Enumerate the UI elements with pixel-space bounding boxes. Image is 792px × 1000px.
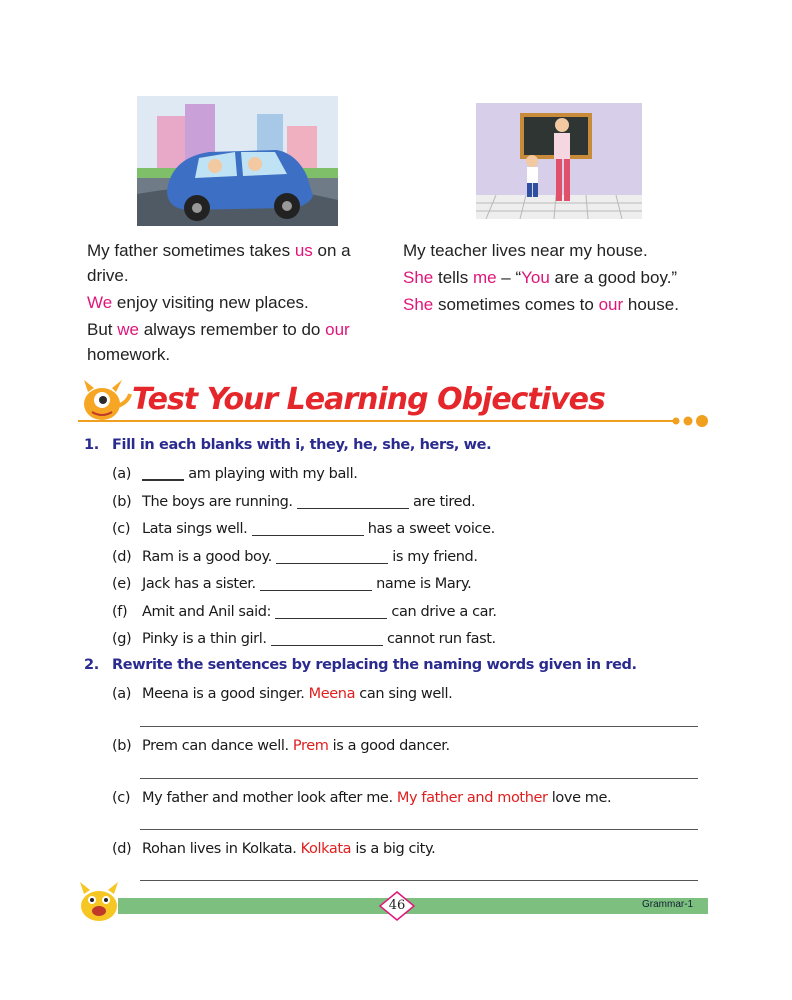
page-number: 46 xyxy=(388,898,406,913)
pronoun: You xyxy=(521,268,550,287)
question-text: Fill in each blanks with i, they, he, she, hers, we. xyxy=(112,437,492,453)
item-text: Ram is a good boy. xyxy=(142,548,277,565)
question-2-item-d xyxy=(112,836,435,864)
item-label: (a) xyxy=(112,466,131,482)
list-item xyxy=(112,599,497,627)
item-text: Meena is a good singer. xyxy=(142,686,309,702)
fill-blank[interactable] xyxy=(297,493,409,509)
list-item xyxy=(112,571,497,599)
story-left-line-1 xyxy=(87,238,392,288)
question-2-item-b xyxy=(112,733,450,761)
pronoun: our xyxy=(325,320,350,339)
pronoun: us xyxy=(294,241,313,260)
fill-blank[interactable] xyxy=(276,548,388,564)
question-2-item-a xyxy=(112,681,452,709)
text: on a drive. xyxy=(87,241,351,285)
text: sometimes comes to xyxy=(433,295,599,314)
pronoun: we xyxy=(117,320,139,339)
text: house. xyxy=(623,295,679,314)
item-label: (c) xyxy=(112,521,131,537)
item-text: are tired. xyxy=(408,493,476,510)
list-item xyxy=(112,626,497,654)
fill-blank[interactable] xyxy=(271,630,383,646)
item-label: (c) xyxy=(112,790,131,806)
pronoun: We xyxy=(87,293,113,312)
item-text: is a big city. xyxy=(351,841,436,857)
fill-blank[interactable] xyxy=(275,603,387,619)
question-1-items xyxy=(112,461,497,654)
teacher-boy-illustration xyxy=(476,103,642,219)
list-item xyxy=(112,516,497,544)
pronoun: me xyxy=(472,268,497,287)
item-text: Jack has a sister. xyxy=(142,576,260,592)
item-text: is my friend. xyxy=(388,548,478,565)
story-right-line-1: My teacher lives near my house. xyxy=(403,241,648,260)
item-text: Rohan lives in Kolkata. xyxy=(142,841,301,857)
list-item xyxy=(112,681,452,709)
answer-line[interactable] xyxy=(140,726,698,727)
page-number-badge xyxy=(379,891,415,921)
item-label: (f) xyxy=(112,603,128,620)
list-item xyxy=(112,461,497,489)
item-text: Amit and Anil said: xyxy=(142,603,276,620)
answer-line[interactable] xyxy=(140,880,698,881)
question-number: 2. xyxy=(84,657,99,673)
heading-title: Test Your Learning Objectives xyxy=(132,382,605,417)
text: enjoy visiting new places. xyxy=(112,293,309,312)
list-item xyxy=(112,785,611,813)
family-car-illustration xyxy=(137,96,338,226)
text: But xyxy=(87,320,118,339)
item-text: love me. xyxy=(547,790,612,806)
list-item xyxy=(112,489,497,517)
book-label: Grammar-1 xyxy=(642,899,694,910)
naming-word: Prem xyxy=(292,738,329,754)
naming-word: Meena xyxy=(308,686,356,702)
story-left-line-2 xyxy=(87,290,392,315)
item-label: (g) xyxy=(112,631,132,647)
naming-word: Kolkata xyxy=(300,841,352,857)
question-number: 1. xyxy=(84,437,99,453)
item-text: The boys are running. xyxy=(142,493,297,510)
pronoun: our xyxy=(598,295,624,314)
item-text: Prem can dance well. xyxy=(142,738,293,754)
pronoun: She xyxy=(403,295,434,314)
text: tells xyxy=(433,268,473,287)
story-right-line-2 xyxy=(403,265,723,290)
monster-mascot-icon xyxy=(78,376,134,426)
item-text: Lata sings well. xyxy=(142,521,252,537)
heading-dots-icon xyxy=(670,414,712,428)
fill-blank[interactable] xyxy=(252,520,364,536)
question-2 xyxy=(84,657,637,673)
pronoun: She xyxy=(403,268,434,287)
item-text: can sing well. xyxy=(355,686,453,702)
item-label: (d) xyxy=(112,548,132,565)
fill-blank[interactable] xyxy=(142,465,184,481)
list-item xyxy=(112,544,497,572)
fill-blank[interactable] xyxy=(260,575,372,591)
answer-line[interactable] xyxy=(140,829,698,830)
item-label: (e) xyxy=(112,576,132,592)
item-text: can drive a car. xyxy=(387,603,497,620)
story-right xyxy=(403,238,723,319)
item-text: cannot run fast. xyxy=(382,631,496,647)
item-text: name is Mary. xyxy=(371,576,472,592)
question-1 xyxy=(84,437,491,453)
item-text: am playing with my ball. xyxy=(184,466,358,482)
list-item xyxy=(112,836,435,864)
section-heading xyxy=(78,376,712,432)
item-text: Pinky is a thin girl. xyxy=(142,631,271,647)
item-label: (b) xyxy=(112,738,132,754)
story-left xyxy=(87,238,392,369)
item-label: (d) xyxy=(112,841,132,857)
story-left-line-3 xyxy=(87,317,392,367)
text: homework. xyxy=(87,345,171,364)
item-text: is a good dancer. xyxy=(328,738,450,754)
text: – “ xyxy=(496,268,522,287)
text: are a good boy.” xyxy=(549,268,678,287)
text: My father sometimes takes xyxy=(87,241,295,260)
item-text: My father and mother look after me. xyxy=(142,790,397,806)
item-label: (a) xyxy=(112,686,131,702)
heading-underline xyxy=(78,420,678,422)
answer-line[interactable] xyxy=(140,778,698,779)
text: always remember to do xyxy=(138,320,326,339)
item-label: (b) xyxy=(112,493,132,510)
question-2-item-c xyxy=(112,785,611,813)
story-right-line-3 xyxy=(403,292,723,317)
naming-word: My father and mother xyxy=(396,790,548,806)
footer-monster-icon xyxy=(76,880,122,924)
item-text: has a sweet voice. xyxy=(363,521,495,537)
question-text: Rewrite the sentences by replacing the naming words given in red. xyxy=(112,657,637,673)
list-item xyxy=(112,733,450,761)
